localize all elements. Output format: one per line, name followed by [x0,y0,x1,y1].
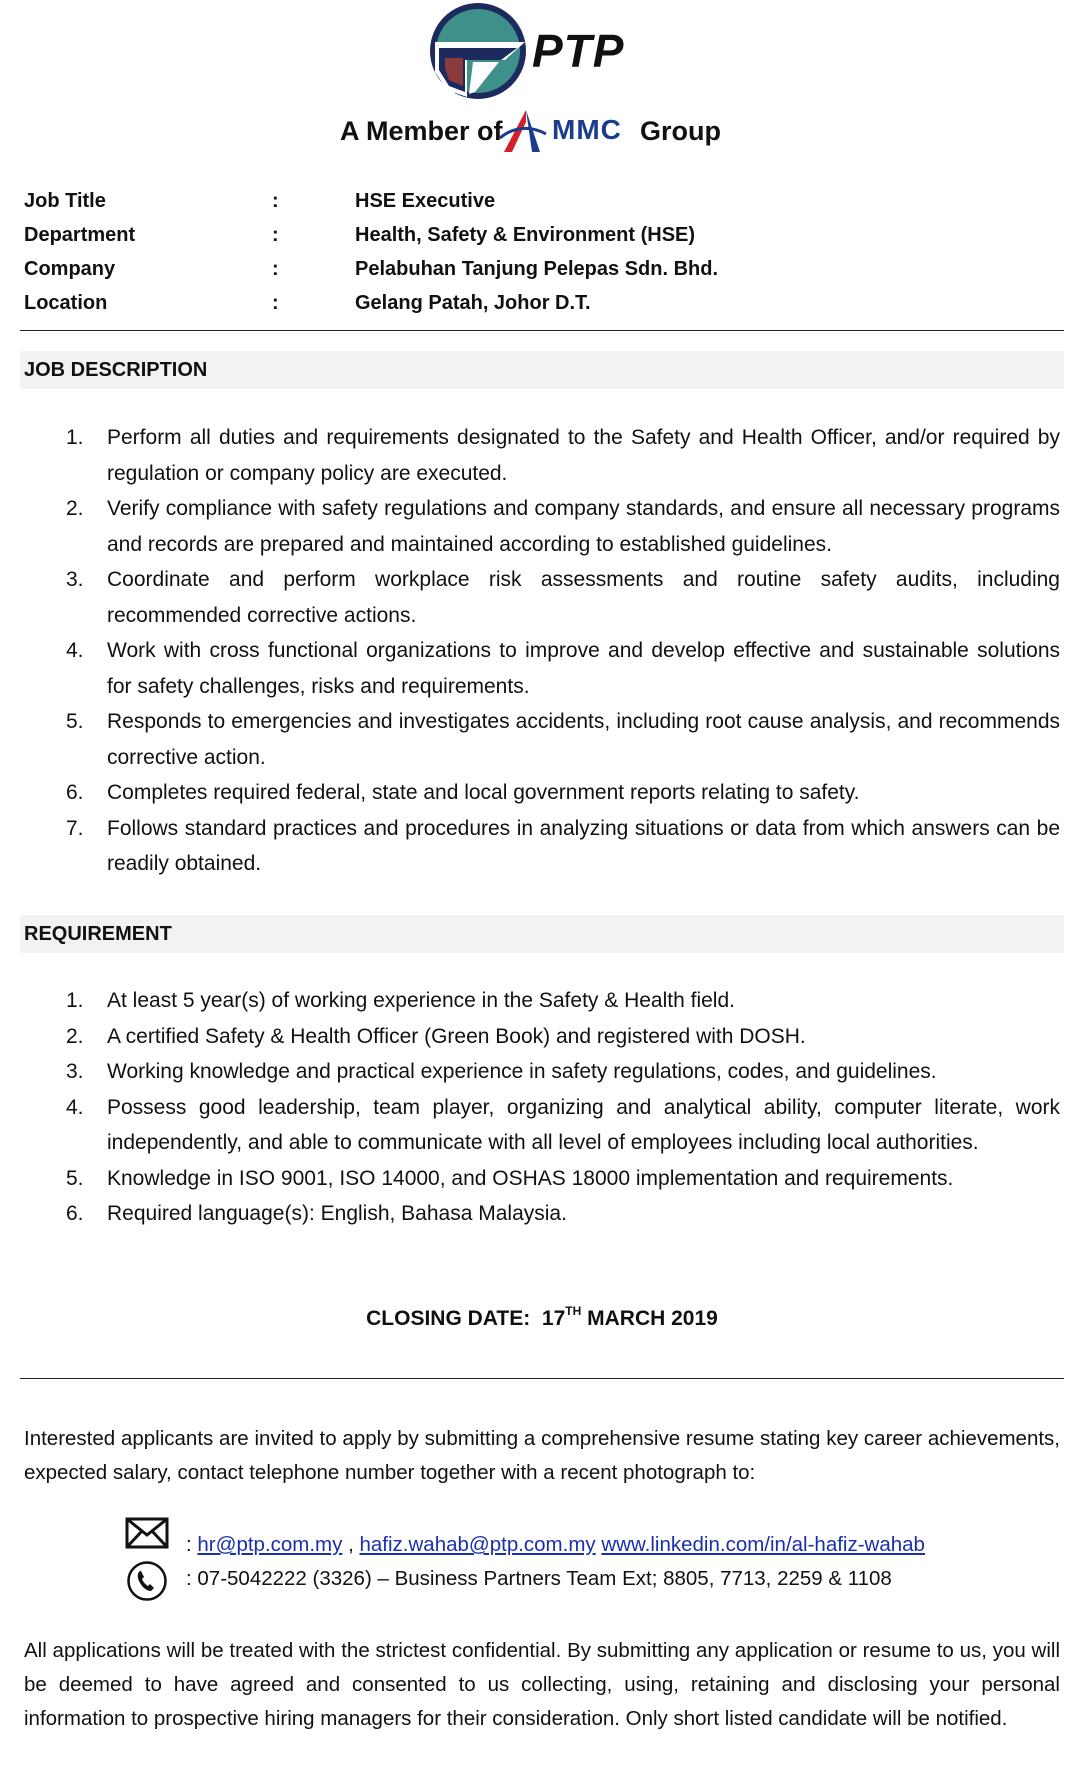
list-number: 7. [66,816,84,840]
list-text: Knowledge in ISO 9001, ISO 14000, and OSHAS 18000 implementation and requirements. [107,1166,954,1190]
list-item [58,811,1060,882]
linkedin-link[interactable]: www.linkedin.com/in/al-hafiz-wahab [601,1533,925,1556]
info-colon: : [272,258,279,280]
list-item [58,1019,1060,1055]
member-prefix: A Member of [340,116,503,146]
member-of-mmc-line [340,108,760,156]
info-label: Location [24,292,108,314]
email-link-hafiz[interactable]: hafiz.wahab@ptp.com.my [359,1533,596,1556]
job-description-heading: JOB DESCRIPTION [20,351,1064,389]
job-description-list [58,420,1060,882]
email-link-hr[interactable]: hr@ptp.com.my [197,1533,343,1556]
info-row-job-title [24,190,1064,224]
list-number: 5. [66,710,84,733]
info-colon: : [272,292,279,314]
list-item [58,420,1060,491]
info-row-location [24,292,1064,326]
info-row-department [24,224,1064,258]
list-item [58,983,1060,1019]
divider [20,1378,1064,1379]
info-colon: : [272,224,279,246]
list-item [58,1090,1060,1161]
mmc-logo-icon [498,108,548,156]
list-item [58,1196,1060,1232]
list-text: Work with cross functional organizations to improve and develop effective and sustainable solutions for safety challenges, risks and requirements. [107,639,1060,698]
requirement-list [58,983,1060,1232]
phone-icon [126,1560,168,1602]
group-suffix: Group [640,116,721,146]
list-text: At least 5 year(s) of working experience in the Safety & Health field. [107,989,735,1012]
list-text: Required language(s): English, Bahasa Malaysia. [107,1202,567,1225]
list-number: 4. [66,1095,84,1119]
job-info-table [24,190,1064,326]
list-number: 4. [66,639,84,662]
email-separator: , [348,1533,354,1556]
list-item [58,491,1060,562]
list-text: Possess good leadership, team player, organizing and analytical ability, computer literate, work independently, and able to communicate with all level of employees including local authorities. [107,1095,1060,1154]
email-prefix: : [186,1533,192,1556]
list-item [58,633,1060,704]
closing-label: CLOSING DATE: [366,1307,531,1330]
closing-day: 17 [541,1307,566,1330]
list-number: 3. [66,568,84,591]
closing-date [0,1304,1084,1331]
list-item [58,1054,1060,1090]
apply-instructions: Interested applicants are invited to apply by submitting a comprehensive resume stating key career achievements, expected salary, contact telephone number together with a recent photograph to: [24,1427,1060,1484]
list-number: 3. [66,1060,84,1083]
info-label: Department [24,224,136,246]
info-label: Company [24,258,116,280]
info-value: Pelabuhan Tanjung Pelepas Sdn. Bhd. [355,258,719,280]
list-number: 1. [66,989,84,1012]
brand-wordmark: PTP [532,25,625,77]
list-number: 5. [66,1166,84,1190]
info-value: Health, Safety & Environment (HSE) [355,224,696,246]
info-colon: : [272,190,279,212]
info-label: Job Title [24,190,106,212]
mmc-name: MMC [552,114,622,145]
email-contact-line [186,1533,925,1557]
list-number: 6. [66,781,84,804]
list-item [58,1161,1060,1197]
info-value: HSE Executive [355,190,496,212]
envelope-icon [125,1517,169,1549]
list-text: Working knowledge and practical experience in safety regulations, codes, and guidelines. [107,1060,937,1083]
info-row-company [24,258,1064,292]
confidentiality-notice: All applications will be treated with the strictest confidential. By submitting any application or resume to us, you will be deemed to have agreed and consented to us collecting, using, retaining and disclosing your personal information to prospective hiring managers for their consideration. Only short listed candidate will be notified. [24,1639,1060,1730]
list-number: 2. [66,1024,84,1048]
list-number: 1. [66,426,84,449]
requirement-heading: REQUIREMENT [20,915,1064,953]
list-text: Completes required federal, state and local government reports relating to safety. [107,781,860,804]
list-text: Perform all duties and requirements designated to the Safety and Health Officer, and/or required by regulation or company policy are executed. [107,426,1060,485]
list-text: A certified Safety & Health Officer (Green Book) and registered with DOSH. [107,1024,806,1048]
phone-contact-line: : 07-5042222 (3326) – Business Partners Team Ext; 8805, 7713, 2259 & 1108 [186,1567,892,1590]
list-number: 2. [66,497,84,520]
list-text: Verify compliance with safety regulations and company standards, and ensure all necessary programs and records are prepared and maintained according to established guidelines. [107,497,1060,556]
closing-month-year: MARCH 2019 [587,1307,718,1330]
list-text: Follows standard practices and procedures in analyzing situations or data from which answers can be readily obtained. [107,816,1060,875]
list-text: Coordinate and perform workplace risk assessments and routine safety audits, including recommended corrective actions. [107,568,1060,627]
list-text: Responds to emergencies and investigates accidents, including root cause analysis, and recommends corrective action. [107,710,1060,769]
info-value: Gelang Patah, Johor D.T. [355,292,591,314]
list-item [58,562,1060,633]
closing-day-suffix: TH [565,1304,582,1318]
list-number: 6. [66,1202,84,1225]
list-item [58,775,1060,811]
list-item [58,704,1060,775]
divider [20,330,1064,331]
